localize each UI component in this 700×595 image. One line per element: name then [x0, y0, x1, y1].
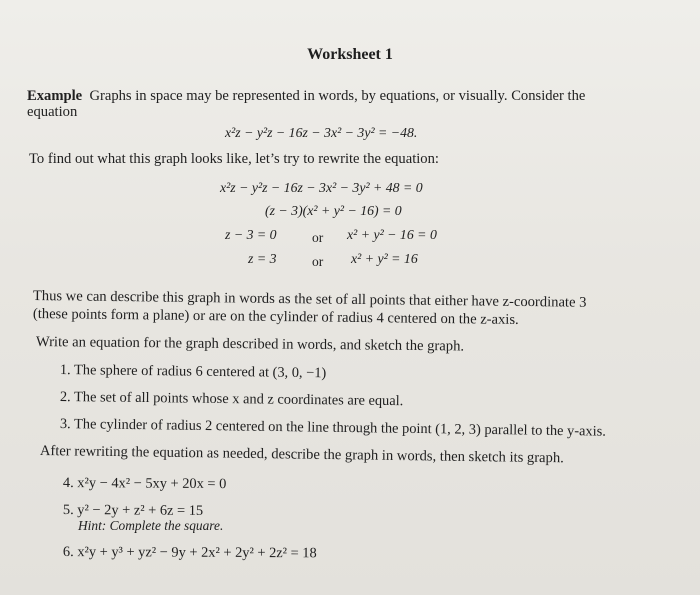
example-label: Example	[27, 88, 83, 104]
task-item-2: 2. The set of all points whose x and z coordinates are equal.	[59, 389, 404, 410]
step-3-or: or	[312, 230, 324, 245]
step-4-left: z = 3	[248, 251, 277, 266]
conclusion-line-2: (these points form a plane) or are on the cylinder of radius 4 centered on the z-axis.	[32, 306, 519, 328]
step-4-or: or	[312, 254, 324, 269]
step-1-equation: x²z − y²z − 16z − 3x² − 3y² + 48 = 0	[220, 180, 423, 195]
task-item-6: 6. x²y + y³ + yz² − 9y + 2x² + 2y² + 2z² = 18	[62, 544, 317, 562]
task-1-prompt: Write an equation for the graph described in words, and sketch the graph.	[35, 334, 465, 355]
task-2-prompt: After rewriting the equation as needed, describe the graph in words, then sketch its graph.	[39, 443, 564, 467]
step-4-right: x² + y² = 16	[351, 251, 418, 266]
step-3-right: x² + y² − 16 = 0	[347, 227, 437, 242]
step-2-equation: (z − 3)(x² + y² − 16) = 0	[265, 203, 402, 218]
task-item-1: 1. The sphere of radius 6 centered at (3, 0, −1)	[59, 362, 327, 382]
task-item-4: 4. x²y − 4x² − 5xy + 20x = 0	[62, 475, 227, 493]
example-text-2: equation	[27, 104, 78, 120]
rewrite-intro: To find out what this graph looks like, let’s try to rewrite the equation:	[29, 151, 439, 167]
step-3-left: z − 3 = 0	[225, 227, 277, 242]
main-equation: x²z − y²z − 16z − 3x² − 3y² = −48.	[225, 125, 418, 140]
task-item-5: 5. y² − 2y + z² + 6z = 15	[62, 502, 204, 519]
example-paragraph	[27, 88, 677, 105]
task-item-3: 3. The cylinder of radius 2 centered on the line through the point (1, 2, 3) parallel to the y-axis.	[59, 416, 606, 440]
task-item-5-hint: Hint: Complete the square.	[78, 518, 224, 533]
conclusion-line-1: Thus we can describe this graph in words as the set of all points that either have z-coordinate 3	[32, 288, 587, 311]
example-text: Graphs in space may be represented in words, by equations, or visually. Consider the	[89, 88, 586, 104]
page-title: Worksheet 1	[307, 46, 393, 63]
